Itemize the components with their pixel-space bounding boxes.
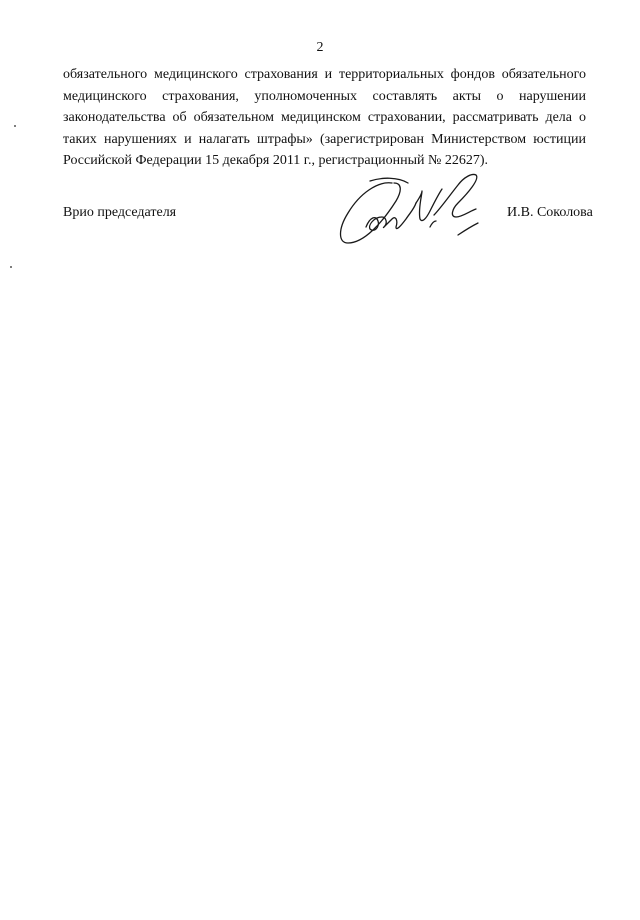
signatory-role: Врио председателя	[63, 205, 177, 220]
body-line: таких нарушениях и налагать штрафы» (зарегистрирован Министерством юстиции	[63, 131, 586, 147]
signatory-name: И.В. Соколова	[507, 205, 593, 220]
body-line: медицинского страхования, уполномоченных составлять акты о нарушении	[63, 88, 586, 104]
body-line: обязательного медицинского страхования и территориальных фондов обязательного	[63, 67, 586, 82]
body-line: Российской Федерации 15 декабря 2011 г., регистрационный № 22627).	[63, 153, 489, 168]
scan-speck	[10, 266, 12, 268]
handwritten-signature	[330, 165, 505, 255]
body-paragraph	[63, 64, 586, 172]
body-line: законодательства об обязательном медицинском страховании, рассматривать дела о	[63, 110, 586, 125]
scan-speck	[14, 125, 16, 127]
page-number: 2	[316, 40, 324, 55]
